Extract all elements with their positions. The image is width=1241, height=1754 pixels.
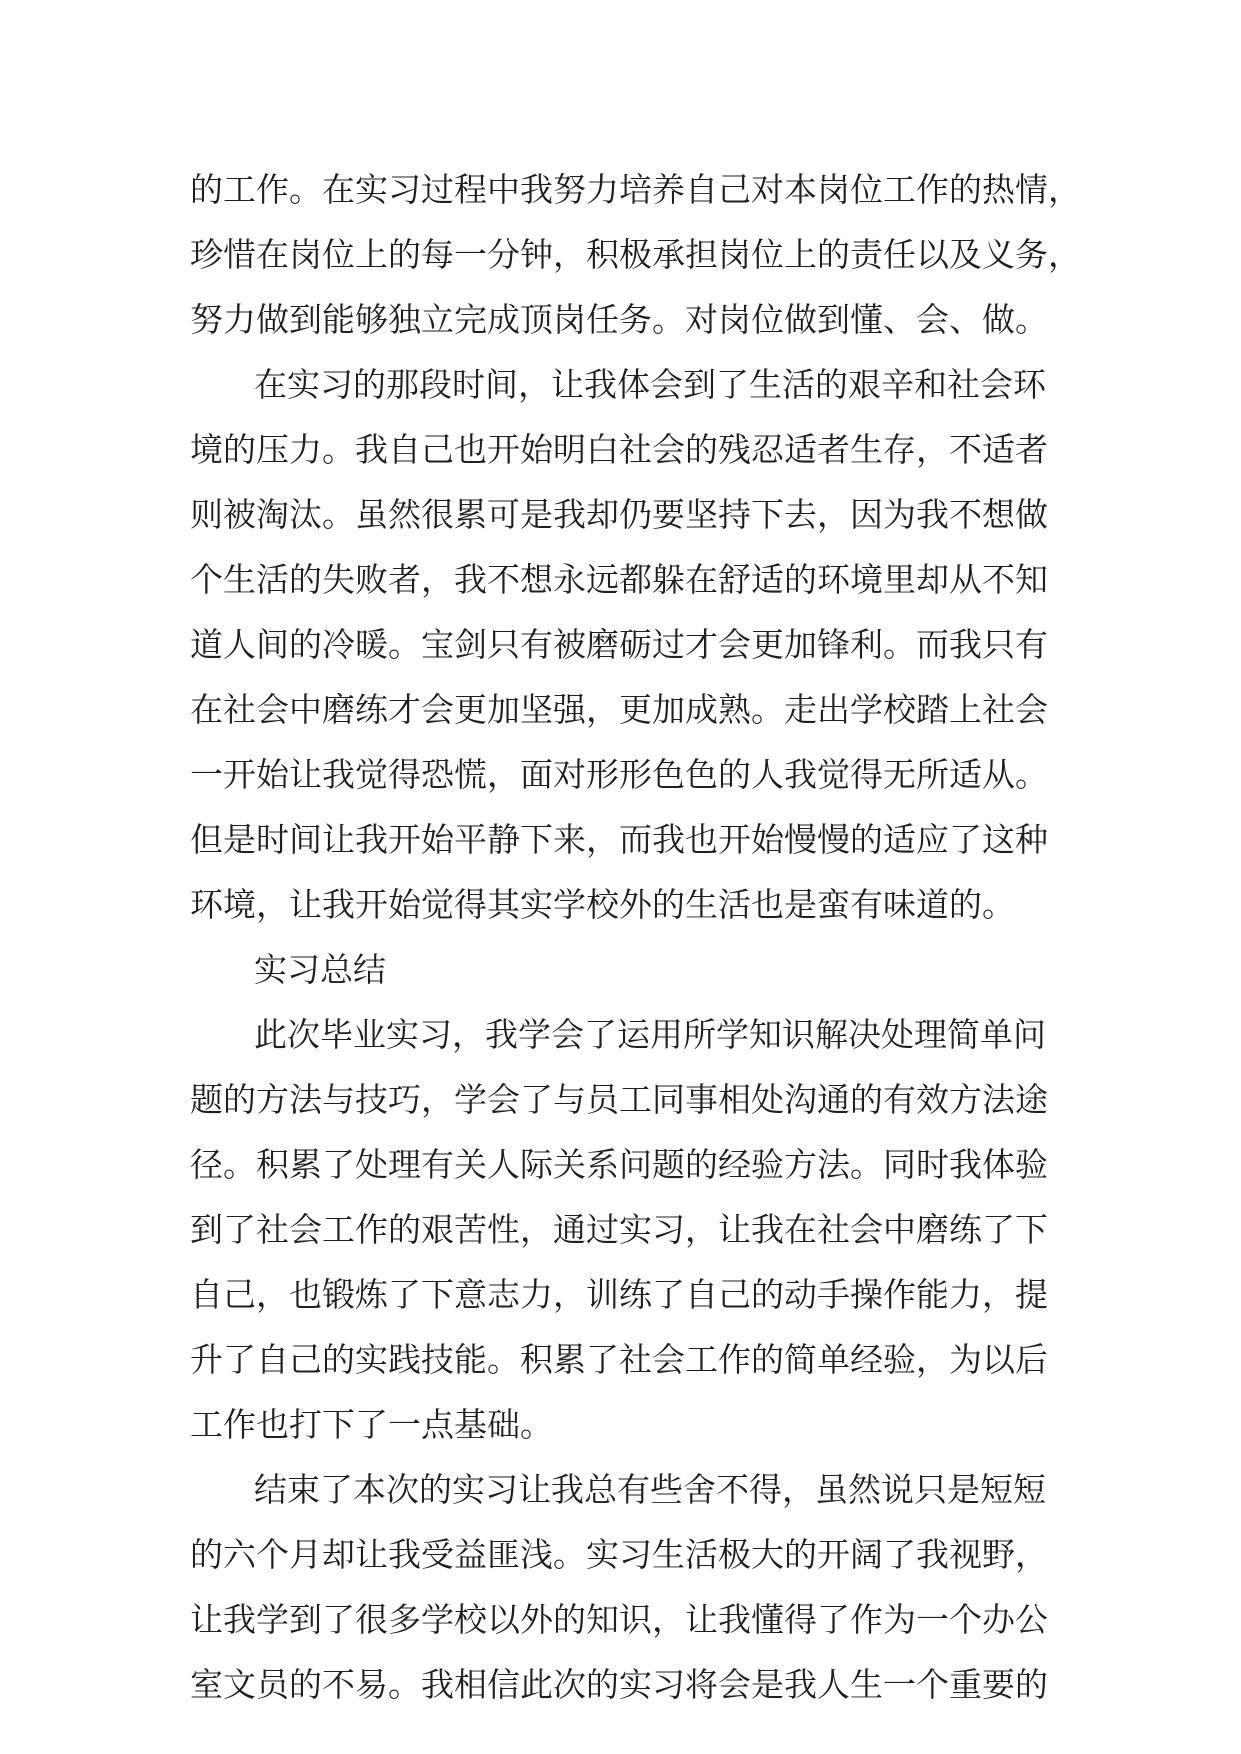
- text-line: 室文员的不易。我相信此次的实习将会是我人生一个重要的: [190, 1665, 1048, 1704]
- text-line: 但是时间让我开始平静下来，而我也开始慢慢的适应了这种: [190, 820, 1048, 859]
- text-line: 道人间的冷暖。宝剑只有被磨砺过才会更加锋利。而我只有: [190, 625, 1048, 664]
- section-heading: 实习总结: [254, 950, 386, 989]
- text-line: 的工作。在实习过程中我努力培养自己对本岗位工作的热情，: [190, 170, 1081, 209]
- text-line: 努力做到能够独立完成顶岗任务。对岗位做到懂、会、做。: [190, 300, 1048, 339]
- text-line: 一开始让我觉得恐慌，面对形形色色的人我觉得无所适从。: [190, 755, 1048, 794]
- text-line: 在社会中磨练才会更加坚强，更加成熟。走出学校踏上社会: [190, 690, 1048, 729]
- text-line: 径。积累了处理有关人际关系问题的经验方法。同时我体验: [190, 1145, 1048, 1184]
- text-line: 自己，也锻炼了下意志力，训练了自己的动手操作能力，提: [190, 1275, 1048, 1314]
- text-line: 的六个月却让我受益匪浅。实习生活极大的开阔了我视野，: [190, 1535, 1048, 1574]
- text-line: 题的方法与技巧，学会了与员工同事相处沟通的有效方法途: [190, 1080, 1048, 1119]
- text-line: 环境，让我开始觉得其实学校外的生活也是蛮有味道的。: [190, 885, 1015, 924]
- text-line: 升了自己的实践技能。积累了社会工作的简单经验，为以后: [190, 1340, 1048, 1379]
- text-line: 到了社会工作的艰苦性，通过实习，让我在社会中磨练了下: [190, 1210, 1048, 1249]
- paragraph-first-line: 在实习的那段时间，让我体会到了生活的艰辛和社会环: [254, 365, 1046, 404]
- text-line: 珍惜在岗位上的每一分钟，积极承担岗位上的责任以及义务，: [190, 235, 1081, 274]
- text-line: 个生活的失败者，我不想永远都躲在舒适的环境里却从不知: [190, 560, 1048, 599]
- text-line: 让我学到了很多学校以外的知识，让我懂得了作为一个办公: [190, 1600, 1048, 1639]
- paragraph-first-line: 此次毕业实习，我学会了运用所学知识解决处理简单问: [254, 1015, 1046, 1054]
- paragraph-first-line: 结束了本次的实习让我总有些舍不得，虽然说只是短短: [254, 1470, 1046, 1509]
- text-line: 工作也打下了一点基础。: [190, 1405, 553, 1444]
- text-line: 则被淘汰。虽然很累可是我却仍要坚持下去，因为我不想做: [190, 495, 1048, 534]
- text-line: 境的压力。我自己也开始明白社会的残忍适者生存，不适者: [190, 430, 1048, 469]
